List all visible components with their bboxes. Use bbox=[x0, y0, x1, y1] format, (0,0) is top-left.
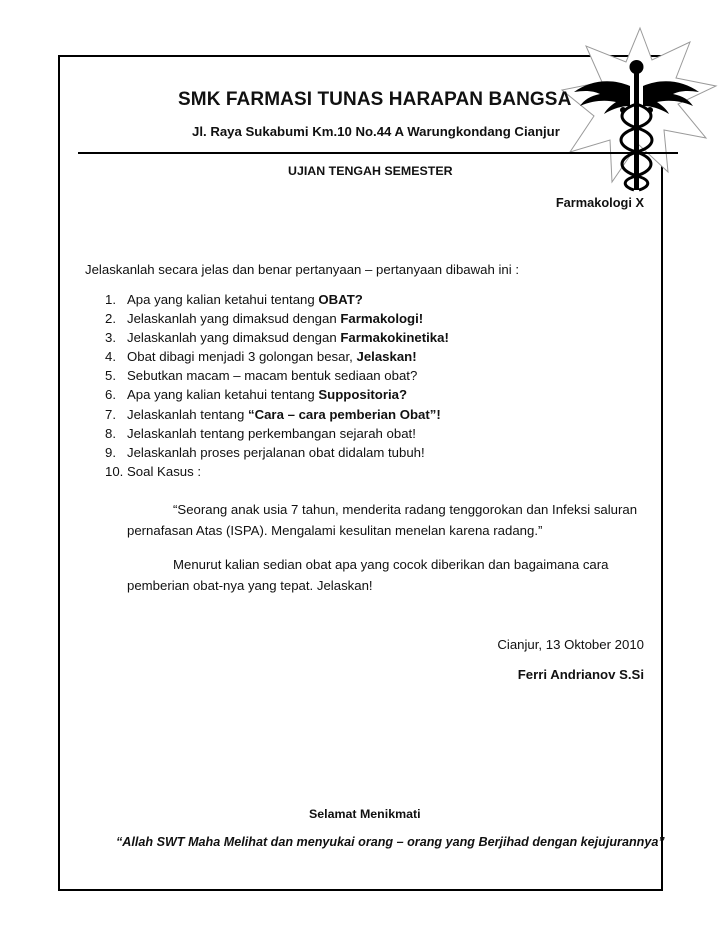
motto-text: “Allah SWT Maha Melihat dan menyukai orang – orang yang Berjihad dengan kejujurannya” bbox=[116, 835, 665, 849]
question-item: 9. Jelaskanlah proses perjalanan obat didalam tubuh! bbox=[105, 444, 425, 460]
exam-title: UJIAN TENGAH SEMESTER bbox=[288, 164, 453, 178]
signer-name: Ferri Andrianov S.Si bbox=[517, 667, 644, 682]
school-name: SMK FARMASI TUNAS HARAPAN BANGSA bbox=[178, 89, 572, 110]
question-item: 4. Obat dibagi menjadi 3 golongan besar, Jelaskan! bbox=[105, 349, 417, 365]
question-item: 10. Soal Kasus : bbox=[105, 463, 202, 479]
question-item: 1. Apa yang kalian ketahui tentang OBAT? bbox=[105, 292, 363, 307]
question-item: 6. Apa yang kalian ketahui tentang Suppositoria? bbox=[105, 387, 408, 403]
header-divider bbox=[78, 152, 678, 154]
question-item: 8. Jelaskanlah tentang perkembangan sejarah obat! bbox=[105, 425, 416, 441]
question-item: 3. Jelaskanlah yang dimaksud dengan Farmakokinetika! bbox=[105, 330, 449, 346]
caduceus-icon bbox=[560, 20, 720, 205]
case-scenario-paragraph: “Seorang anak usia 7 tahun, menderita radang tenggorokan dan Infeksi saluran pernafasan Atas (ISPA). Mengalami kesulitan menelan karena radang.” bbox=[127, 502, 638, 538]
case-question-paragraph: Menurut kalian sedian obat apa yang cocok diberikan dan bagaimana cara pemberian obat-nya yang tepat. Jelaskan! bbox=[127, 557, 609, 593]
place-date: Cianjur, 13 Oktober 2010 bbox=[497, 637, 644, 652]
subject-name: Farmakologi X bbox=[555, 195, 644, 210]
question-list bbox=[105, 290, 449, 481]
instruction-text: Jelaskanlah secara jelas dan benar pertanyaan – pertanyaan dibawah ini : bbox=[85, 262, 520, 277]
closing-text: Selamat Menikmati bbox=[309, 807, 421, 821]
caduceus-logo bbox=[560, 20, 720, 205]
question-item: 7. Jelaskanlah tentang “Cara – cara pemberian Obat”! bbox=[105, 406, 441, 422]
question-item: 2. Jelaskanlah yang dimaksud dengan Farmakologi! bbox=[105, 311, 424, 327]
question-item: 5. Sebutkan macam – macam bentuk sediaan obat? bbox=[105, 368, 418, 384]
school-address: Jl. Raya Sukabumi Km.10 No.44 A Warungkondang Cianjur bbox=[192, 124, 560, 139]
